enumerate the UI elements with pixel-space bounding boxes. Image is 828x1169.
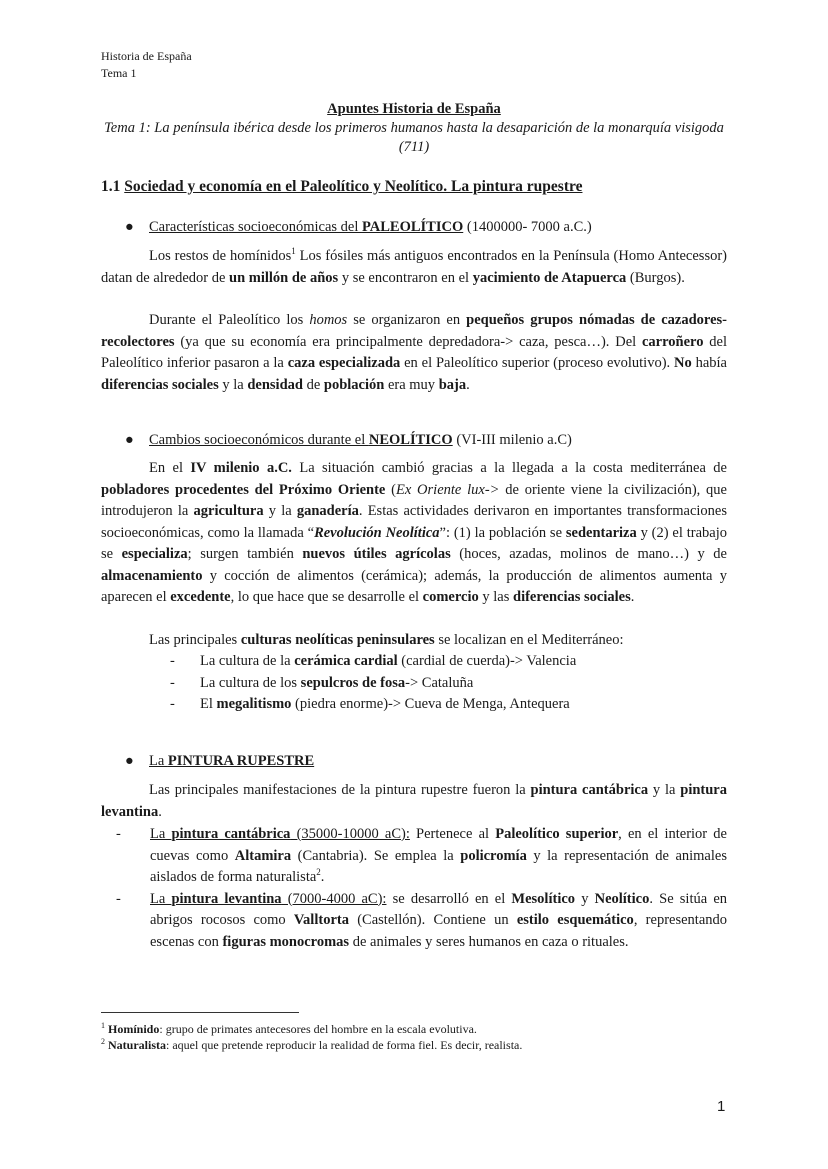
bullet-dates: (VI-III milenio a.C) (452, 432, 572, 448)
header-course: Historia de España (101, 49, 192, 63)
bullet-dates: (1400000- 7000 a.C.) (463, 219, 592, 235)
list-item: - La cultura de la cerámica cardial (cardial de cuerda)-> Valencia (170, 653, 577, 669)
header-topic: Tema 1 (101, 66, 137, 80)
cultures-list (170, 651, 576, 716)
footnote-divider (101, 1012, 299, 1013)
paragraph-paleolitico-2: Durante el Paleolítico los homos se organizaron en pequeños grupos nómadas de cazadores-recolectores (ya que su economía era principalmente depredadora-> caza, pesca…). Del carroñero del Paleolítico inferior pasaron a la caza especializada en el Paleolítico superior (proceso evolutivo). No había diferencias sociales y la densidad de población era muy baja. (101, 312, 727, 393)
paragraph-pintura-1: Las principales manifestaciones de la pintura rupestre fueron la pintura cantábrica y la pintura levantina. (101, 782, 727, 820)
footnote-ref: 1 (291, 246, 296, 257)
title-block (100, 100, 728, 157)
list-item: - El megalitismo (piedra enorme)-> Cueva de Menga, Antequera (170, 696, 570, 712)
bullet-icon: ● (125, 219, 134, 235)
list-item-levantina: - La pintura levantina (7000-4000 aC): se desarrolló en el Mesolítico y Neolítico. Se sitúa en abrigos rocosos como Valltorta (Castellón). Contiene un estilo esquemático, representando escenas con figuras monocromas de animales y seres humanos en caza o rituales. (116, 890, 728, 950)
section-number: 1.1 (101, 178, 121, 195)
bullet-neolitico (125, 430, 572, 450)
page-number: 1 (717, 1098, 726, 1115)
paragraph-neolitico-2: Las principales culturas neolíticas peninsulares se localizan en el Mediterráneo: (149, 632, 624, 648)
list-item-cantabrica: - La pintura cantábrica (35000-10000 aC): Pertenece al Paleolítico superior, en el interior de cuevas como Altamira (Cantabria). Se emplea la policromía y la representación de animales aislados de forma naturalista$^2$. (116, 826, 727, 885)
document-subtitle: Tema 1: La península ibérica desde los primeros humanos hasta la desaparición de la monarquía visigoda (711) (104, 120, 724, 155)
bullet-text: Cambios socioeconómicos durante el (149, 432, 369, 448)
bullet-pintura-rupestre (125, 751, 314, 771)
bullet-keyword: PINTURA RUPESTRE (167, 753, 315, 769)
paragraph-paleolitico-1: Los restos de homínidos$^1$ Los fósiles más antiguos encontrados en la Península (Homo Antecessor) datan de alrededor de un millón de años y se encontraron en el yacimiento de Atapuerca (Burgos). (101, 246, 727, 286)
bullet-text: La (149, 753, 168, 769)
bullet-text: Características socioeconómicas del (149, 219, 362, 235)
list-item: - La cultura de los sepulcros de fosa-> Cataluña (170, 674, 474, 691)
footnote-1: $^1$ Homínido: grupo de primates antecesores del hombre en la escala evolutiva. (101, 1021, 477, 1036)
bullet-keyword: NEOLÍTICO (368, 432, 453, 448)
footnotes (101, 1021, 522, 1053)
bullet-icon: ● (125, 432, 134, 448)
footnote-2: $^2$ Naturalista: aquel que pretende reproducir la realidad de forma fiel. Es decir, realista. (101, 1037, 523, 1052)
footnote-ref: 2 (316, 867, 321, 878)
bullet-paleolitico (125, 217, 592, 237)
section-title: Sociedad y economía en el Paleolítico y Neolítico. La pintura rupestre (124, 178, 583, 195)
section-heading (101, 178, 582, 196)
bullet-icon: ● (125, 753, 134, 769)
pintura-list (116, 824, 727, 953)
page-header (101, 48, 192, 82)
document-title: Apuntes Historia de España (327, 101, 501, 117)
paragraph-neolitico-1: En el IV milenio a.C. La situación cambió gracias a la llegada a la costa mediterránea de pobladores procedentes del Próximo Oriente (Ex Oriente lux-> de oriente viene la civilización), que introdujeron la agricultura y la ganadería. Estas actividades derivaron en importantes transformaciones socioeconómicas, como la llamada “Revolución Neolítica”: (1) la población se sedentariza y (2) el trabajo se especializa; surgen también nuevos útiles agrícolas (hoces, azadas, molinos de mano…) y de almacenamiento y cocción de alimentos (cerámica); además, la producción de alimentos aumenta y aparecen el excedente, lo que hace que se desarrolle el comercio y las diferencias sociales. (101, 460, 727, 605)
bullet-keyword: PALEOLÍTICO (361, 219, 464, 235)
